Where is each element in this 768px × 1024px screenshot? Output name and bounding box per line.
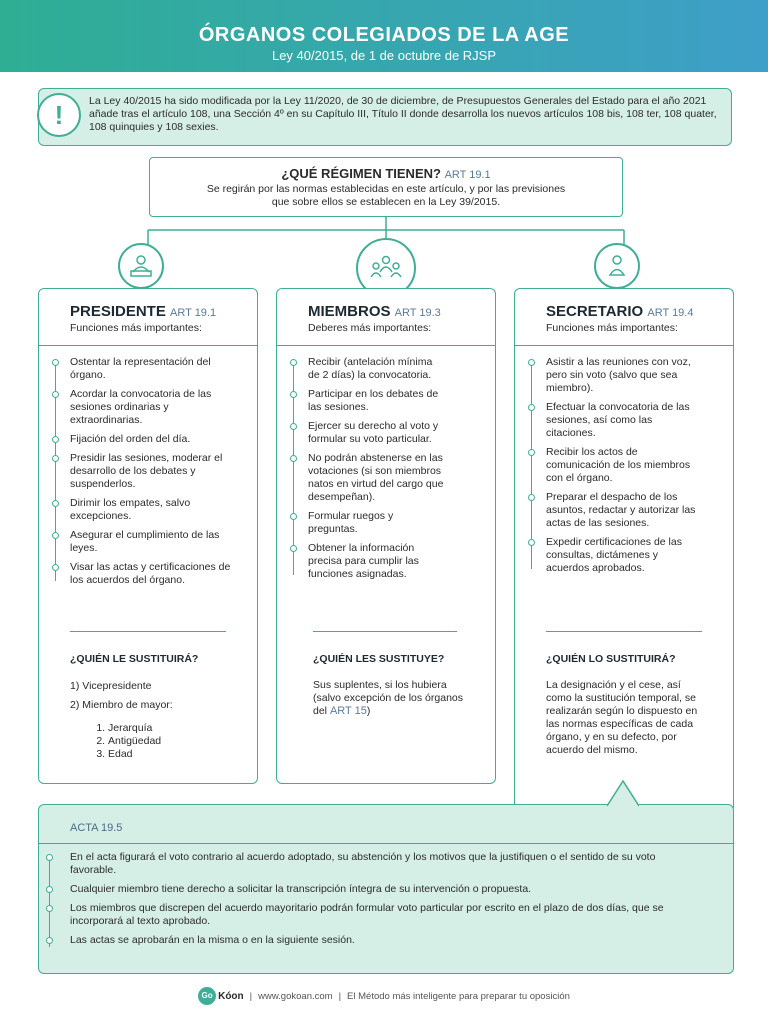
- substitute-body: La designación y el cese, así como la sustitución temporal, se realizarán según lo dispuesto en las normas específicas de cada órgano, y en su defecto, por acuerdo del mismo.: [546, 679, 698, 756]
- notice-text: La Ley 40/2015 ha sido modificada por la Ley 11/2020, de 30 de diciembre, de Presupuestos Generales del Estado para el año 2021 añade tras el artículo 108, una Sección 4º en su Capítulo III, Título II donde desarrolla los nuevos artículos 108 bis, 108 ter, 108 quater, 108 quinquies y 108 sexies.: [89, 95, 717, 133]
- page-header: [0, 0, 768, 72]
- section-divider: [313, 631, 457, 632]
- card-subtitle: Funciones más importantes:: [546, 322, 678, 334]
- regimen-line-2: que sobre ellos se establecen en la Ley 39/2015.: [271, 196, 501, 208]
- card-title: SECRETARIO ART 19.4: [546, 303, 694, 320]
- substitute-title: ¿QUIÉN LES SUSTITUYE?: [313, 653, 445, 665]
- card-miembros: [276, 288, 496, 784]
- regimen-line-1: Se regirán por las normas establecidas en este artículo, y por las previsiones: [206, 183, 566, 195]
- substitute-title: ¿QUIÉN LE SUSTITUIRÁ?: [70, 653, 199, 665]
- substitute-body: Sus suplentes, si los hubiera (salvo excepción de los órganos del ART 15): [313, 679, 464, 717]
- list-item: Expedir certificaciones de las consultas, dictámenes y acuerdos aprobados.: [531, 536, 696, 575]
- secretary-icon: [594, 243, 640, 289]
- regimen-title: ¿QUÉ RÉGIMEN TIENEN? ART 19.1: [281, 166, 491, 181]
- function-list: [55, 356, 257, 587]
- card-secretario: [514, 288, 734, 808]
- list-item: Participar en los debates de las sesiones.: [293, 388, 443, 414]
- list-item: Ejercer su derecho al voto y formular su voto particular.: [293, 420, 443, 446]
- president-icon: [118, 243, 164, 289]
- card-subtitle: Deberes más importantes:: [308, 322, 432, 334]
- callout-pointer: [607, 779, 639, 807]
- list-item: Formular ruegos y preguntas.: [293, 510, 443, 536]
- separator: |: [338, 990, 342, 1002]
- acta-box: [38, 804, 734, 974]
- regimen-box: [149, 157, 623, 217]
- section-divider: [546, 631, 702, 632]
- list-item: Recibir (antelación mínima de 2 días) la convocatoria.: [293, 356, 443, 382]
- list-item: Las actas se aprobarán en la misma o en la siguiente sesión.: [49, 934, 699, 947]
- list-item: En el acta figurará el voto contrario al acuerdo adoptado, su abstención y los motivos que la justifiquen o el sentido de su voto favorable.: [49, 851, 699, 877]
- list-item: Obtener la información precisa para cumplir las funciones asignadas.: [293, 542, 443, 581]
- card-title: MIEMBROS ART 19.3: [308, 303, 441, 320]
- regimen-art: ART 19.1: [444, 169, 491, 181]
- substitute-title: ¿QUIÉN LO SUSTITUIRÁ?: [546, 653, 676, 665]
- list-item: 2. Antigüedad: [108, 735, 230, 748]
- list-item: Fijación del orden del día.: [55, 433, 235, 446]
- separator: |: [249, 990, 253, 1002]
- acta-title: ACTA 19.5: [70, 822, 123, 834]
- list-item: Los miembros que discrepen del acuerdo mayoritario podrán formular voto particular por escrito en el plazo de dos días, que se incorporará al texto aprobado.: [49, 902, 699, 928]
- card-title: PRESIDENTE ART 19.1: [70, 303, 217, 320]
- list-item: Asistir a las reuniones con voz, pero sin voto (salvo que sea miembro).: [531, 356, 696, 395]
- list-item: 3. Edad: [108, 748, 230, 761]
- list-item: Recibir los actos de comunicación de los miembros con el órgano.: [531, 446, 691, 485]
- alert-icon: !: [37, 93, 81, 137]
- section-divider: [70, 631, 226, 632]
- duty-list: [293, 356, 495, 581]
- list-item: 1. Jerarquía: [108, 722, 230, 735]
- function-list: [531, 356, 733, 575]
- footer-url[interactable]: www.gokoan.com: [258, 990, 333, 1002]
- list-item: Efectuar la convocatoria de las sesiones, así como las citaciones.: [531, 401, 696, 440]
- list-item: Acordar la convocatoria de las sesiones ordinarias y extraordinarias.: [55, 388, 235, 427]
- page-subtitle: Ley 40/2015, de 1 de octubre de RJSP: [271, 48, 497, 63]
- card-presidente: [38, 288, 258, 784]
- page-title: ÓRGANOS COLEGIADOS DE LA AGE: [198, 24, 570, 46]
- list-item: Preparar el despacho de los asuntos, redactar y autorizar las actas de las sesiones.: [531, 491, 696, 530]
- footer-tagline: El Método más inteligente para preparar tu oposición: [347, 990, 570, 1002]
- list-item: Asegurar el cumplimiento de las leyes.: [55, 529, 235, 555]
- substitute-body: 1) Vicepresidente 2) Miembro de mayor: 1. Jerarquía 2. Antigüedad 3. Edad: [70, 680, 230, 761]
- list-item: Presidir las sesiones, moderar el desarrollo de los debates y suspenderlos.: [55, 452, 235, 491]
- acta-list: [49, 851, 719, 953]
- card-divider: [515, 345, 733, 346]
- card-divider: [277, 345, 495, 346]
- list-item: No podrán abstenerse en las votaciones (si son miembros natos en virtud del cargo que desempeñan).: [293, 452, 448, 504]
- list-item: Dirimir los empates, salvo excepciones.: [55, 497, 235, 523]
- acta-divider: [39, 843, 733, 844]
- card-subtitle: Funciones más importantes:: [70, 322, 202, 334]
- list-item: Ostentar la representación del órgano.: [55, 356, 235, 382]
- list-item: Cualquier miembro tiene derecho a solicitar la transcripción íntegra de su intervención o propuesta.: [49, 883, 699, 896]
- notice-box: [38, 88, 732, 146]
- card-divider: [39, 345, 257, 346]
- page-footer: [0, 984, 768, 1008]
- gokoan-logo: Go Kóon: [198, 987, 244, 1005]
- list-item: Visar las actas y certificaciones de los acuerdos del órgano.: [55, 561, 235, 587]
